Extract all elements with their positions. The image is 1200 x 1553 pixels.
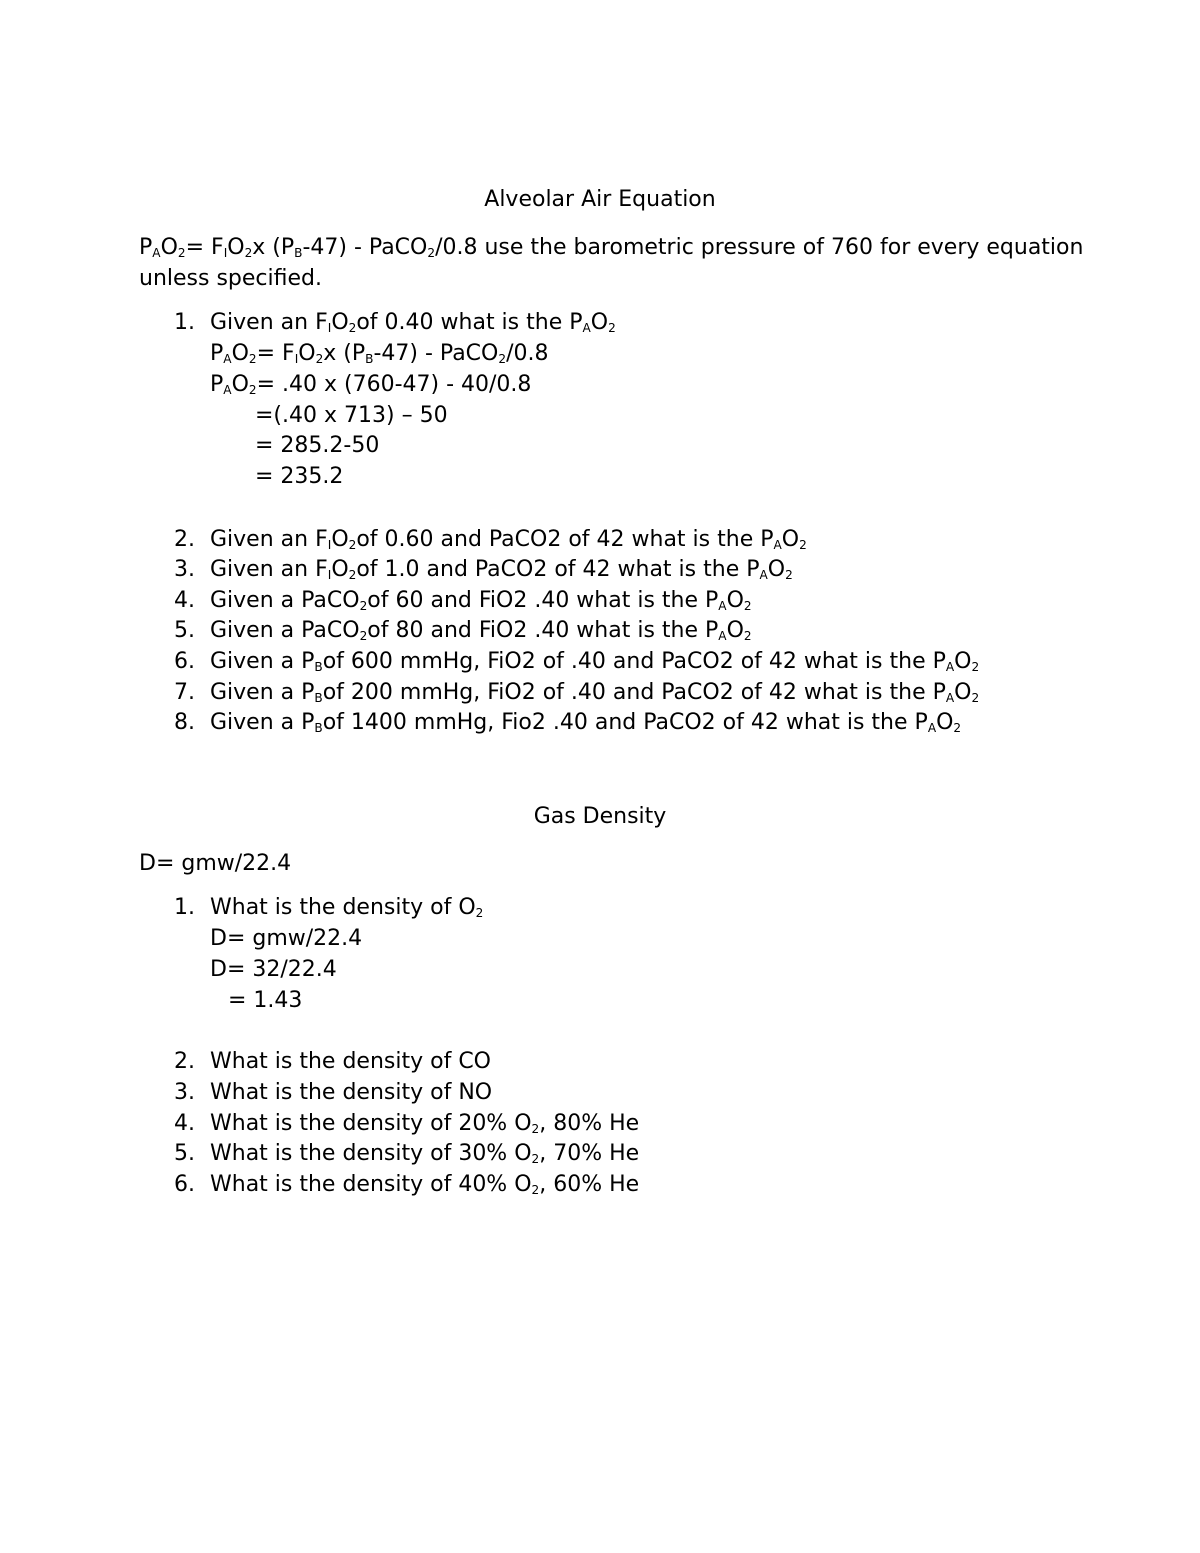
alveolar-title: Alveolar Air Equation: [484, 187, 716, 212]
list-number: 4.: [174, 1111, 195, 1136]
example-step: = 1.43: [228, 988, 303, 1013]
example-step: = 285.2-50: [255, 433, 380, 458]
list-item: Given a $P_Bof$ 1400 mmHg, Fio2 .40 and PaCO2 of 42 what is the $P_AO_2$: [210, 710, 962, 736]
list-number: 6.: [174, 649, 195, 674]
list-number: 5.: [174, 618, 195, 643]
list-number: 2.: [174, 1049, 195, 1074]
example-step: = 235.2: [255, 464, 344, 489]
list-number: 4.: [174, 588, 195, 613]
list-item: Given a $P_Bof$ 200 mmHg, FiO2 of .40 and PaCO2 of 42 what is the $P_AO_2$: [210, 680, 980, 706]
list-number: 2.: [174, 527, 195, 552]
list-item: What is the density of 20% $O_2$, 80% He: [210, 1111, 640, 1137]
list-number: 1.: [174, 310, 195, 335]
example-step: $P_AO_2= F_IO_2x$ $(P_B-47)$ - PaCO$_2$/0.8: [210, 341, 549, 367]
density-formula: D= gmw/22.4: [139, 851, 292, 876]
list-item: Given an $F_IO_2of$ 0.60 and PaCO2 of 42 what is the $P_AO_2$: [210, 527, 807, 553]
list-item: Given an $F_IO_2of$ 1.0 and PaCO2 of 42 what is the $P_AO_2$: [210, 557, 793, 583]
list-item: What is the density of CO: [210, 1049, 491, 1074]
density-title: Gas Density: [533, 804, 667, 829]
list-number: 5.: [174, 1141, 195, 1166]
example-step: $P_AO_2= .40$ x (760-47) - 40/0.8: [210, 372, 532, 398]
example-step: D= gmw/22.4: [210, 926, 363, 951]
list-item: What is the density of NO: [210, 1080, 493, 1105]
list-number: 8.: [174, 710, 195, 735]
alveolar-intro-line1: $P_AO_2= F_IO_2x$ $(P_B-47)$ - PaCO$_2$/0.8 use the barometric pressure of 760 for every equation: [139, 235, 1084, 261]
list-item: Given a PaCO$_2$of 80 and FiO2 .40 what is the $P_AO_2$: [210, 618, 752, 644]
list-item: Given a PaCO$_2$of 60 and FiO2 .40 what is the $P_AO_2$: [210, 588, 752, 614]
list-item: What is the density of 40% $O_2$, 60% He: [210, 1172, 640, 1198]
list-number: 3.: [174, 1080, 195, 1105]
alveolar-intro-line2: unless specified.: [139, 266, 322, 291]
list-item: What is the density of 30% $O_2$, 70% He: [210, 1141, 640, 1167]
example-question: Given an $F_IO_2of$ 0.40 what is the $P_AO_2$: [210, 310, 616, 336]
list-number: 7.: [174, 680, 195, 705]
example-question: What is the density of $O_2$: [210, 895, 484, 921]
list-item: Given a $P_Bof$ 600 mmHg, FiO2 of .40 and PaCO2 of 42 what is the $P_AO_2$: [210, 649, 980, 675]
list-number: 6.: [174, 1172, 195, 1197]
list-number: 1.: [174, 895, 195, 920]
example-step: =(.40 x 713) – 50: [255, 403, 448, 428]
example-step: D= 32/22.4: [210, 957, 337, 982]
list-number: 3.: [174, 557, 195, 582]
